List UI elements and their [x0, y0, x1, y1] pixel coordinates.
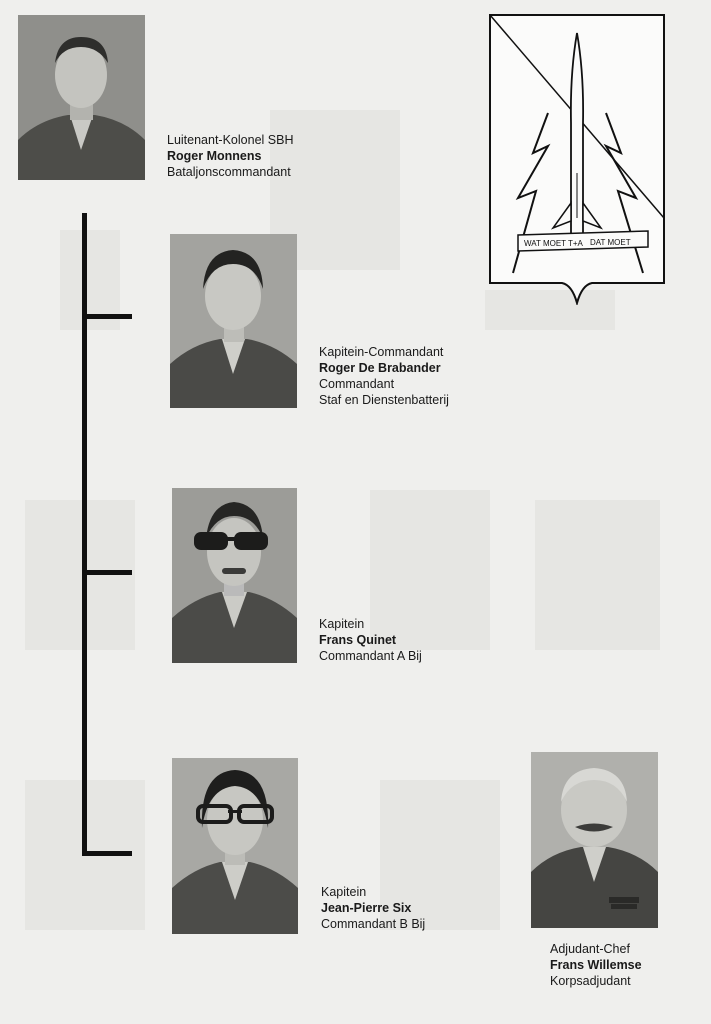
crest-motto-left: WAT MOET	[524, 239, 567, 248]
name-label: Roger Monnens	[167, 149, 262, 163]
officer-photo-six	[172, 758, 298, 934]
officer-caption-six	[321, 884, 425, 932]
role-label: Bataljonscommandant	[167, 165, 291, 179]
rank-label: Luitenant-Kolonel SBH	[167, 133, 294, 147]
rank-label: Kapitein	[321, 885, 367, 899]
officer-photo-monnens	[18, 15, 145, 180]
ghost-photo	[25, 500, 135, 650]
officer-photo-de-brabander	[170, 234, 297, 408]
org-chart-branch-1	[82, 314, 132, 319]
role-label: Commandant B Bij	[321, 917, 426, 931]
name-label: Roger De Brabander	[319, 361, 441, 375]
org-chart-branch-2	[82, 570, 132, 575]
rank-label: Kapitein-Commandant	[319, 345, 444, 359]
name-label: Frans Willemse	[550, 958, 642, 972]
unit-label: Staf en Dienstenbatterij	[319, 393, 449, 407]
officer-caption-monnens	[167, 132, 293, 180]
rank-label: Kapitein	[319, 617, 365, 631]
officer-caption-de-brabander	[319, 344, 449, 408]
battalion-crest	[488, 13, 666, 305]
org-chart-vertical-line	[82, 213, 87, 855]
role-label: Commandant A Bij	[319, 649, 422, 663]
crest-motto-right: DAT MOET	[590, 238, 631, 247]
rank-label: Adjudant-Chef	[550, 942, 630, 956]
officer-photo-willemse	[531, 752, 658, 928]
officer-photo-quinet	[172, 488, 297, 663]
name-label: Jean-Pierre Six	[321, 901, 412, 915]
name-label: Frans Quinet	[319, 633, 397, 647]
ghost-photo	[535, 500, 660, 650]
role-label: Korpsadjudant	[550, 974, 631, 988]
officer-caption-quinet	[319, 616, 422, 664]
crest-motto-center: T+A	[568, 239, 583, 248]
role-label: Commandant	[319, 377, 395, 391]
officer-caption-willemse	[550, 941, 642, 989]
org-chart-branch-3	[82, 851, 132, 856]
